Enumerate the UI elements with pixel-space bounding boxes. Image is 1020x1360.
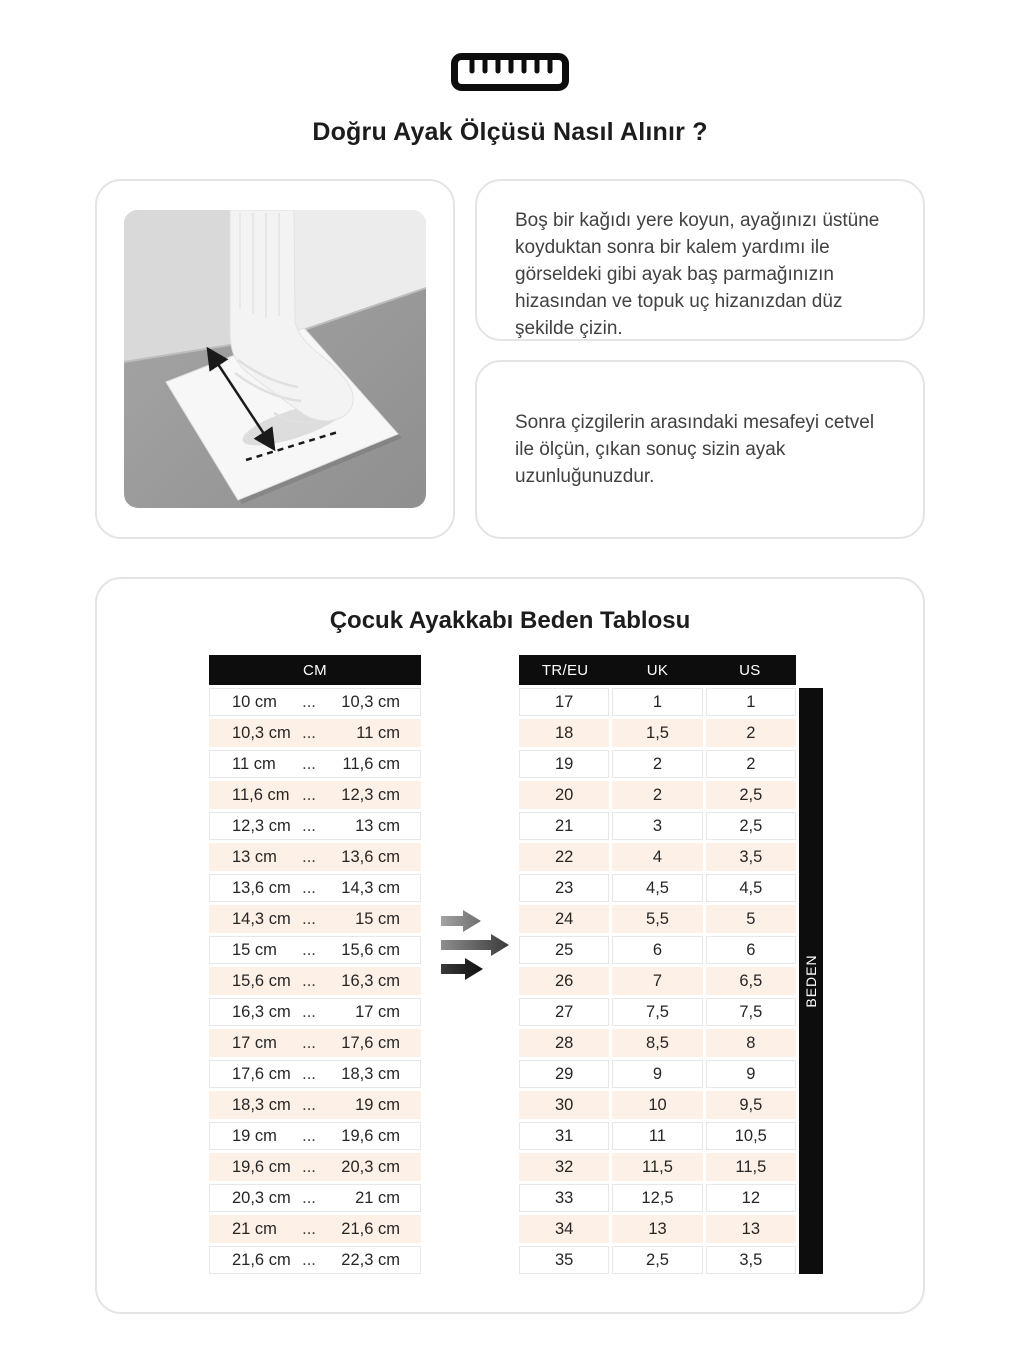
- size-us: 2: [706, 750, 796, 778]
- instruction-row: [95, 179, 925, 539]
- cm-range-to: 18,3 cm: [341, 1064, 400, 1083]
- cm-table-row: [209, 967, 421, 995]
- size-us: 1: [706, 688, 796, 716]
- conversion-table-row: [519, 1184, 796, 1212]
- cm-range-dots: ...: [302, 1250, 316, 1269]
- conversion-table-row: [519, 1246, 796, 1274]
- instruction-text-column: [475, 179, 925, 539]
- header-uk: UK: [646, 661, 669, 679]
- size-tr-eu: 18: [519, 719, 609, 747]
- size-conversion-table: [519, 655, 796, 1277]
- cm-table-header: [209, 655, 421, 685]
- conversion-table-row: [519, 688, 796, 716]
- cm-range-from: 19,6 cm: [232, 1157, 291, 1176]
- cm-range-dots: ...: [302, 909, 316, 928]
- cm-range-dots: ...: [302, 1064, 316, 1083]
- cm-table-row: [209, 1246, 421, 1274]
- size-tr-eu: 32: [519, 1153, 609, 1181]
- size-us: 9: [706, 1060, 796, 1088]
- conversion-table-row: [519, 967, 796, 995]
- size-tr-eu: 27: [519, 998, 609, 1026]
- cm-table-row: [209, 688, 421, 716]
- cm-range-dots: ...: [302, 754, 316, 773]
- cm-range-to: 21 cm: [355, 1188, 400, 1207]
- size-us: 3,5: [706, 843, 796, 871]
- cm-range-dots: ...: [302, 723, 316, 742]
- cm-table-row: [209, 781, 421, 809]
- cm-range-to: 10,3 cm: [341, 692, 400, 711]
- cm-range-to: 12,3 cm: [341, 785, 400, 804]
- cm-range-table: [209, 655, 421, 1277]
- size-us: 10,5: [706, 1122, 796, 1150]
- size-tr-eu: 26: [519, 967, 609, 995]
- size-us: 2,5: [706, 812, 796, 840]
- cm-range-dots: ...: [302, 847, 316, 866]
- conversion-table-row: [519, 1122, 796, 1150]
- conversion-table-row: [519, 1153, 796, 1181]
- cm-table-row: [209, 1091, 421, 1119]
- size-uk: 5,5: [612, 905, 702, 933]
- size-tr-eu: 17: [519, 688, 609, 716]
- cm-range-from: 19 cm: [232, 1126, 277, 1145]
- size-uk: 2,5: [612, 1246, 702, 1274]
- cm-range-from: 13,6 cm: [232, 878, 291, 897]
- cm-range-from: 12,3 cm: [232, 816, 291, 835]
- cm-range-from: 11 cm: [232, 754, 276, 773]
- cm-table-row: [209, 936, 421, 964]
- size-us: 9,5: [706, 1091, 796, 1119]
- size-us: 12: [706, 1184, 796, 1212]
- foot-measurement-illustration: [124, 210, 426, 508]
- cm-range-from: 14,3 cm: [232, 909, 291, 928]
- instruction-step-2-card: [475, 360, 925, 539]
- cm-range-dots: ...: [302, 1033, 316, 1052]
- header-tr-eu: TR/EU: [541, 661, 589, 679]
- size-us: 13: [706, 1215, 796, 1243]
- cm-range-dots: ...: [302, 1188, 316, 1207]
- instruction-step-1-card: [475, 179, 925, 341]
- cm-range-from: 10 cm: [232, 692, 277, 711]
- size-us: 7,5: [706, 998, 796, 1026]
- cm-range-to: 11,6 cm: [342, 754, 400, 773]
- conversion-table-row: [519, 781, 796, 809]
- cm-range-dots: ...: [302, 816, 316, 835]
- cm-table-row: [209, 874, 421, 902]
- cm-range-from: 17,6 cm: [232, 1064, 291, 1083]
- conversion-table-header: [519, 655, 796, 685]
- size-tr-eu: 22: [519, 843, 609, 871]
- cm-range-from: 18,3 cm: [232, 1095, 291, 1114]
- cm-table-row: [209, 1060, 421, 1088]
- cm-table-row: [209, 1215, 421, 1243]
- cm-table-row: [209, 750, 421, 778]
- hero-section: [0, 0, 1020, 147]
- cm-range-to: 19 cm: [355, 1095, 400, 1114]
- cm-range-dots: ...: [302, 878, 316, 897]
- cm-range-dots: ...: [302, 1157, 316, 1176]
- size-tr-eu: 34: [519, 1215, 609, 1243]
- cm-table-row: [209, 998, 421, 1026]
- cm-range-to: 22,3 cm: [341, 1250, 400, 1269]
- size-uk: 2: [612, 781, 702, 809]
- cm-table-row: [209, 1122, 421, 1150]
- conversion-table-row: [519, 936, 796, 964]
- cm-table-row: [209, 905, 421, 933]
- size-uk: 11,5: [612, 1153, 702, 1181]
- beden-side-label: BEDEN: [803, 954, 819, 1008]
- foot-measurement-photo: [124, 210, 426, 508]
- conversion-table-row: [519, 719, 796, 747]
- size-uk: 4,5: [612, 874, 702, 902]
- cm-range-dots: ...: [302, 940, 316, 959]
- cm-range-dots: ...: [302, 785, 316, 804]
- size-us: 4,5: [706, 874, 796, 902]
- page-title: Doğru Ayak Ölçüsü Nasıl Alınır ?: [312, 118, 708, 146]
- ruler-icon: [450, 52, 570, 92]
- cm-range-to: 21,6 cm: [341, 1219, 400, 1238]
- conversion-table-row: [519, 812, 796, 840]
- size-us: 11,5: [706, 1153, 796, 1181]
- size-us: 8: [706, 1029, 796, 1057]
- cm-range-to: 13,6 cm: [341, 847, 400, 866]
- cm-range-dots: ...: [302, 1002, 316, 1021]
- size-us: 5: [706, 905, 796, 933]
- size-uk: 10: [612, 1091, 702, 1119]
- size-uk: 7,5: [612, 998, 702, 1026]
- size-uk: 7: [612, 967, 702, 995]
- cm-table-body: [209, 688, 421, 1274]
- conversion-table-body: [519, 688, 796, 1274]
- size-uk: 8,5: [612, 1029, 702, 1057]
- conversion-table-row: [519, 998, 796, 1026]
- size-tables: [97, 655, 923, 1277]
- size-tr-eu: 25: [519, 936, 609, 964]
- size-us: 2: [706, 719, 796, 747]
- cm-header-label: CM: [303, 661, 327, 679]
- size-uk: 4: [612, 843, 702, 871]
- cm-table-row: [209, 719, 421, 747]
- instruction-step-2-text: Sonra çizgilerin arasındaki mesafeyi cetvel ile ölçün, çıkan sonuç sizin ayak uzunluğunuzdur.: [515, 412, 875, 487]
- header-us: US: [739, 661, 761, 679]
- cm-range-to: 16,3 cm: [341, 971, 400, 990]
- instruction-step-1-text: Boş bir kağıdı yere koyun, ayağınızı üstüne koyduktan sonra bir kalem yardımı ile görseldeki gibi ayak baş parmağınızın hizasından ve topuk uç hizanızdan düz şekilde çizin.: [515, 210, 880, 339]
- size-tr-eu: 31: [519, 1122, 609, 1150]
- conversion-table-row: [519, 843, 796, 871]
- size-uk: 9: [612, 1060, 702, 1088]
- size-us: 3,5: [706, 1246, 796, 1274]
- cm-range-from: 20,3 cm: [232, 1188, 291, 1207]
- measurement-photo-card: [95, 179, 455, 539]
- conversion-table-row: [519, 750, 796, 778]
- cm-range-from: 11,6 cm: [232, 785, 290, 804]
- size-uk: 11: [612, 1122, 702, 1150]
- size-tr-eu: 35: [519, 1246, 609, 1274]
- size-tr-eu: 30: [519, 1091, 609, 1119]
- size-tr-eu: 28: [519, 1029, 609, 1057]
- size-tr-eu: 24: [519, 905, 609, 933]
- cm-range-from: 13 cm: [232, 847, 277, 866]
- cm-range-from: 15,6 cm: [232, 971, 291, 990]
- cm-range-to: 17 cm: [355, 1002, 400, 1021]
- cm-range-dots: ...: [302, 1126, 316, 1145]
- size-us: 6: [706, 936, 796, 964]
- cm-range-to: 15 cm: [355, 909, 400, 928]
- size-uk: 6: [612, 936, 702, 964]
- cm-range-from: 15 cm: [232, 940, 277, 959]
- cm-range-dots: ...: [302, 1219, 316, 1238]
- size-uk: 1,5: [612, 719, 702, 747]
- cm-range-to: 19,6 cm: [341, 1126, 400, 1145]
- size-tr-eu: 29: [519, 1060, 609, 1088]
- size-table-title: Çocuk Ayakkabı Beden Tablosu: [329, 607, 691, 634]
- cm-range-from: 21 cm: [232, 1219, 277, 1238]
- transfer-arrows-icon: [441, 909, 511, 986]
- size-uk: 1: [612, 688, 702, 716]
- cm-range-from: 17 cm: [232, 1033, 277, 1052]
- cm-table-row: [209, 1029, 421, 1057]
- cm-range-from: 16,3 cm: [232, 1002, 291, 1021]
- conversion-table-row: [519, 1060, 796, 1088]
- size-uk: 12,5: [612, 1184, 702, 1212]
- cm-range-to: 17,6 cm: [341, 1033, 400, 1052]
- cm-range-dots: ...: [302, 1095, 316, 1114]
- conversion-table-row: [519, 1091, 796, 1119]
- size-tr-eu: 20: [519, 781, 609, 809]
- size-uk: 13: [612, 1215, 702, 1243]
- cm-range-dots: ...: [302, 971, 316, 990]
- cm-table-row: [209, 1153, 421, 1181]
- conversion-table-row: [519, 905, 796, 933]
- size-uk: 2: [612, 750, 702, 778]
- size-table-card: [95, 577, 925, 1314]
- cm-range-to: 13 cm: [355, 816, 400, 835]
- cm-range-to: 11 cm: [356, 723, 400, 742]
- cm-range-from: 21,6 cm: [232, 1250, 291, 1269]
- beden-side-bar: [799, 688, 823, 1274]
- cm-range-to: 15,6 cm: [341, 940, 400, 959]
- size-tr-eu: 33: [519, 1184, 609, 1212]
- cm-range-from: 10,3 cm: [232, 723, 291, 742]
- cm-range-to: 14,3 cm: [341, 878, 400, 897]
- cm-range-dots: ...: [302, 692, 316, 711]
- conversion-table-row: [519, 874, 796, 902]
- conversion-table-row: [519, 1029, 796, 1057]
- size-tr-eu: 23: [519, 874, 609, 902]
- conversion-table-row: [519, 1215, 796, 1243]
- size-us: 6,5: [706, 967, 796, 995]
- size-tr-eu: 19: [519, 750, 609, 778]
- cm-table-row: [209, 812, 421, 840]
- size-tr-eu: 21: [519, 812, 609, 840]
- cm-table-row: [209, 1184, 421, 1212]
- size-uk: 3: [612, 812, 702, 840]
- cm-range-to: 20,3 cm: [341, 1157, 400, 1176]
- size-us: 2,5: [706, 781, 796, 809]
- cm-table-row: [209, 843, 421, 871]
